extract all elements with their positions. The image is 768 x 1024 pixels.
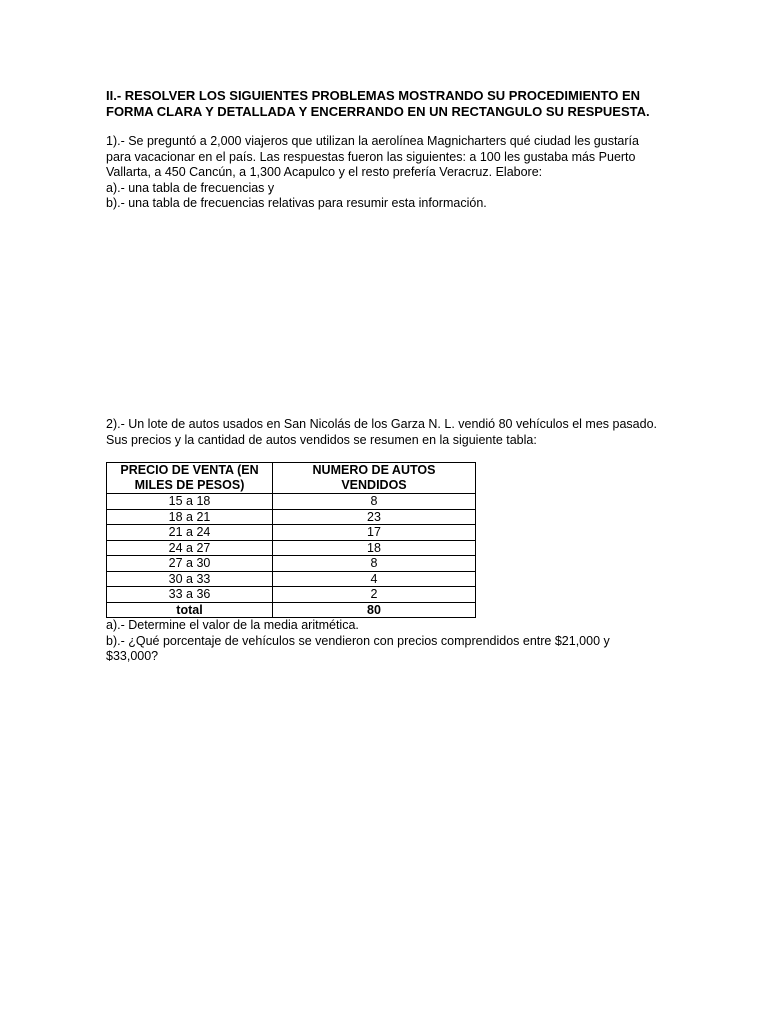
table-header-row (107, 463, 476, 494)
sales-table (106, 462, 476, 618)
price-cell: 21 a 24 (107, 525, 273, 541)
total-label-cell: total (107, 602, 273, 618)
problem-2-text (106, 417, 666, 448)
count-cell: 23 (273, 509, 476, 525)
problem-2-line: Sus precios y la cantidad de autos vendidos se resumen en la siguiente tabla: (106, 432, 537, 447)
question-line: $33,000? (106, 649, 159, 663)
problem-1-text (106, 134, 666, 212)
problem-1-line: a).- una tabla de frecuencias y (106, 180, 275, 195)
total-count-cell: 80 (273, 602, 476, 618)
table-total-row (107, 602, 476, 618)
problem-2-line: 2).- Un lote de autos usados en San Nicolás de los Garza N. L. vendió 80 vehículos el mes pasado. (106, 417, 658, 431)
header-line: PRECIO DE VENTA (EN (120, 463, 259, 477)
count-cell: 4 (273, 571, 476, 587)
table-row (107, 556, 476, 572)
price-cell: 33 a 36 (107, 587, 273, 603)
question-line: a).- Determine el valor de la media aritmética. (106, 618, 359, 632)
question-line: b).- ¿Qué porcentaje de vehículos se vendieron con precios comprendidos entre $21,000 y (106, 633, 610, 648)
problem-1-line: b).- una tabla de frecuencias relativas para resumir esta información. (106, 196, 487, 210)
header-line: NUMERO DE AUTOS (312, 463, 436, 477)
table-row (107, 525, 476, 541)
price-cell: 24 a 27 (107, 540, 273, 556)
table-row (107, 494, 476, 510)
header-line: MILES DE PESOS) (134, 478, 245, 492)
document-page (106, 88, 666, 663)
count-column-header (273, 463, 476, 494)
section-heading (106, 88, 666, 120)
header-line: VENDIDOS (341, 478, 407, 492)
count-cell: 17 (273, 525, 476, 541)
count-cell: 8 (273, 494, 476, 510)
count-cell: 2 (273, 587, 476, 603)
table-row (107, 571, 476, 587)
price-cell: 18 a 21 (107, 509, 273, 525)
problem-2-questions (106, 618, 666, 665)
problem-1-line: para vacacionar en el país. Las respuestas fueron las siguientes: a 100 les gustaba más Puerto (106, 149, 636, 164)
price-cell: 30 a 33 (107, 571, 273, 587)
problem-1-line: 1).- Se preguntó a 2,000 viajeros que utilizan la aerolínea Magnicharters qué ciudad les gustaría (106, 134, 639, 148)
table-row (107, 540, 476, 556)
count-cell: 18 (273, 540, 476, 556)
table-row (107, 509, 476, 525)
price-cell: 15 a 18 (107, 494, 273, 510)
problem-1-line: Vallarta, a 450 Cancún, a 1,300 Acapulco y el resto prefería Veracruz. Elabore: (106, 165, 543, 179)
price-cell: 27 a 30 (107, 556, 273, 572)
table-row (107, 587, 476, 603)
price-column-header (107, 463, 273, 494)
section-heading-line: II.- RESOLVER LOS SIGUIENTES PROBLEMAS MOSTRANDO SU PROCEDIMIENTO EN (106, 88, 641, 103)
section-heading-line: FORMA CLARA Y DETALLADA Y ENCERRANDO EN UN RECTANGULO SU RESPUESTA. (106, 104, 650, 119)
count-cell: 8 (273, 556, 476, 572)
